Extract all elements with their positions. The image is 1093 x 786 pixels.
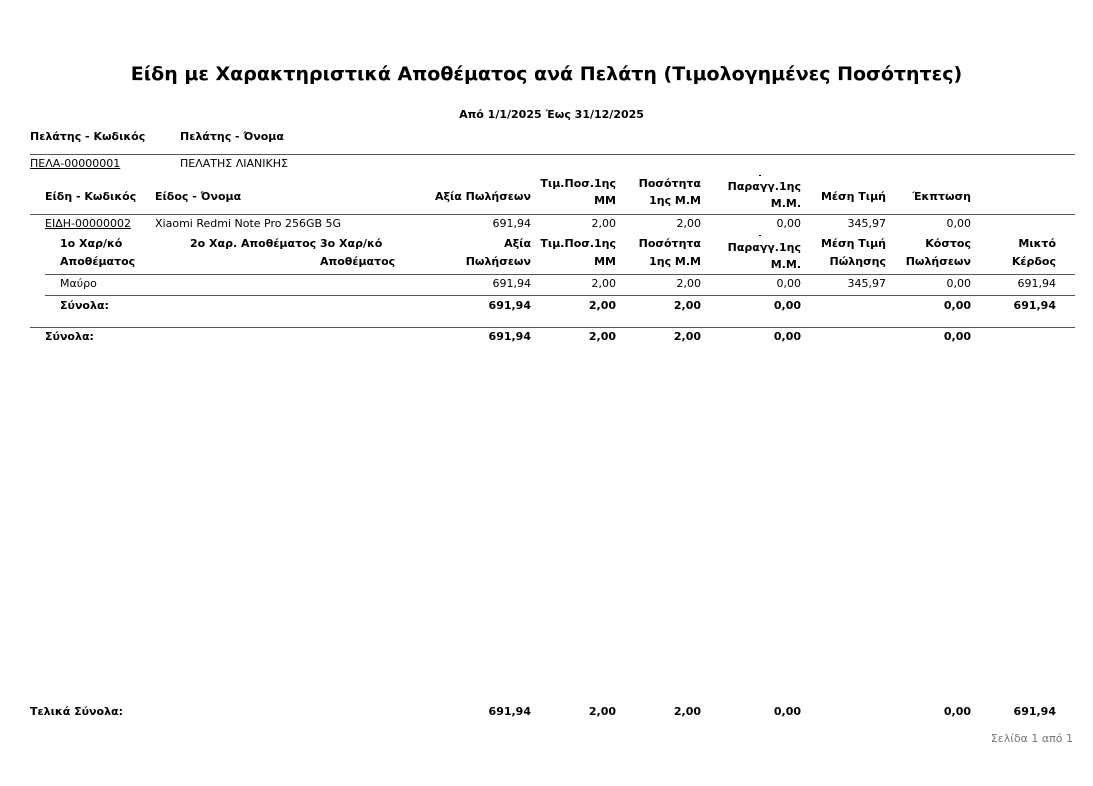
customer-code-header: Πελάτης - Κωδικός: [30, 130, 146, 143]
item-ordered-header-line2: Μ.Μ.: [770, 197, 801, 210]
grand-totals-cost: 0,00: [943, 705, 971, 718]
customer-name-header: Πελάτης - Όνομα: [180, 130, 284, 143]
char3-header-line1: 3ο Χαρ/κό: [320, 237, 383, 250]
item-avg-price-header: Μέση Τιμή: [820, 190, 886, 203]
header-dot-mark: [759, 235, 761, 236]
char-profit: 691,94: [1017, 277, 1056, 290]
item-sales-value: 691,94: [492, 217, 531, 230]
item-invoiced-qty: 2,00: [591, 217, 616, 230]
char1-header-line2: Αποθέματος: [60, 255, 136, 268]
customer-totals-sales-value: 691,94: [488, 330, 531, 343]
char-invoiced-qty: 2,00: [591, 277, 616, 290]
grand-totals-invoiced-qty: 2,00: [588, 705, 616, 718]
char-profit-header-line1: Μικτό: [1018, 237, 1056, 250]
char-profit-header-line2: Κέρδος: [1011, 255, 1056, 268]
char-cost-header-line2: Πωλήσεων: [905, 255, 971, 268]
char-ordered-header-line2: Μ.Μ.: [770, 258, 801, 271]
grand-totals-label: Τελικά Σύνολα:: [30, 705, 123, 718]
grand-totals-qty: 2,00: [673, 705, 701, 718]
char-sales-value: 691,94: [492, 277, 531, 290]
customer-code-link[interactable]: ΠΕΛΑ-00000001: [30, 157, 121, 170]
item-header-divider: [30, 214, 1075, 215]
item-ordered: 0,00: [776, 217, 801, 230]
char-row-divider: [45, 295, 1075, 296]
item-qty-header-line2: 1ης Μ.Μ: [649, 194, 701, 207]
char2-header: 2ο Χαρ. Αποθέματος: [190, 237, 317, 250]
char-cost-header-line1: Κόστος: [925, 237, 971, 250]
item-code-header: Είδη - Κωδικός: [45, 190, 137, 203]
char-invoiced-qty-header-line1: Τιμ.Ποσ.1ης: [540, 237, 616, 250]
item-sales-value-header: Αξία Πωλήσεων: [435, 190, 531, 203]
char-avg-price-header-line1: Μέση Τιμή: [820, 237, 886, 250]
char-sales-header-line2: Πωλήσεων: [465, 255, 531, 268]
item-qty-header-line1: Ποσότητα: [638, 177, 701, 190]
customer-totals-ordered: 0,00: [773, 330, 801, 343]
char-qty-header-line2: 1ης Μ.Μ: [649, 255, 701, 268]
char-header-divider: [45, 274, 1075, 275]
item-name: Xiaomi Redmi Note Pro 256GB 5G: [155, 217, 342, 230]
customer-totals-qty: 2,00: [673, 330, 701, 343]
item-totals-cost: 0,00: [943, 299, 971, 312]
grand-totals-profit: 691,94: [1013, 705, 1056, 718]
item-ordered-header-line1: Παραγγ.1ης: [727, 180, 801, 193]
item-totals-ordered: 0,00: [773, 299, 801, 312]
char-sales-header-line1: Αξία: [504, 237, 531, 250]
char-ordered-header-line1: Παραγγ.1ης: [727, 241, 801, 254]
char3-header-line2: Αποθέματος: [320, 255, 396, 268]
item-totals-sales-value: 691,94: [488, 299, 531, 312]
char-cost: 0,00: [946, 277, 971, 290]
item-totals-profit: 691,94: [1013, 299, 1056, 312]
report-title: Είδη με Χαρακτηριστικά Αποθέματος ανά Πελάτη (Τιμολογημένες Ποσότητες): [130, 63, 963, 85]
item-totals-label: Σύνολα:: [60, 299, 109, 312]
customer-header-divider: [30, 154, 1075, 155]
customer-totals-label: Σύνολα:: [45, 330, 94, 343]
item-code-link[interactable]: ΕΙΔΗ-00000002: [45, 217, 131, 230]
char1-value: Μαύρο: [60, 277, 97, 290]
char-qty: 2,00: [676, 277, 701, 290]
item-invoiced-qty-header-line1: Τιμ.Ποσ.1ης: [540, 177, 616, 190]
item-totals-qty: 2,00: [673, 299, 701, 312]
item-invoiced-qty-header-line2: ΜΜ: [594, 194, 616, 207]
item-discount: 0,00: [946, 217, 971, 230]
page-number: Σελίδα 1 από 1: [990, 732, 1073, 745]
char-ordered: 0,00: [776, 277, 801, 290]
report-period: Από 1/1/2025 Έως 31/12/2025: [459, 108, 644, 121]
customer-name: ΠΕΛΑΤΗΣ ΛΙΑΝΙΚΗΣ: [180, 157, 288, 170]
item-name-header: Είδος - Όνομα: [155, 190, 242, 203]
char-avg-price: 345,97: [847, 277, 886, 290]
char1-header-line1: 1ο Χαρ/κό: [60, 237, 123, 250]
item-totals-divider: [30, 327, 1075, 328]
char-qty-header-line1: Ποσότητα: [638, 237, 701, 250]
char-avg-price-header-line2: Πώλησης: [829, 255, 886, 268]
item-discount-header: Έκπτωση: [912, 190, 971, 203]
grand-totals-ordered: 0,00: [773, 705, 801, 718]
customer-totals-invoiced-qty: 2,00: [588, 330, 616, 343]
customer-totals-discount: 0,00: [943, 330, 971, 343]
char-invoiced-qty-header-line2: ΜΜ: [594, 255, 616, 268]
header-dot-mark: [759, 175, 761, 176]
grand-totals-sales-value: 691,94: [488, 705, 531, 718]
item-qty: 2,00: [676, 217, 701, 230]
item-totals-invoiced-qty: 2,00: [588, 299, 616, 312]
item-avg-price: 345,97: [847, 217, 886, 230]
